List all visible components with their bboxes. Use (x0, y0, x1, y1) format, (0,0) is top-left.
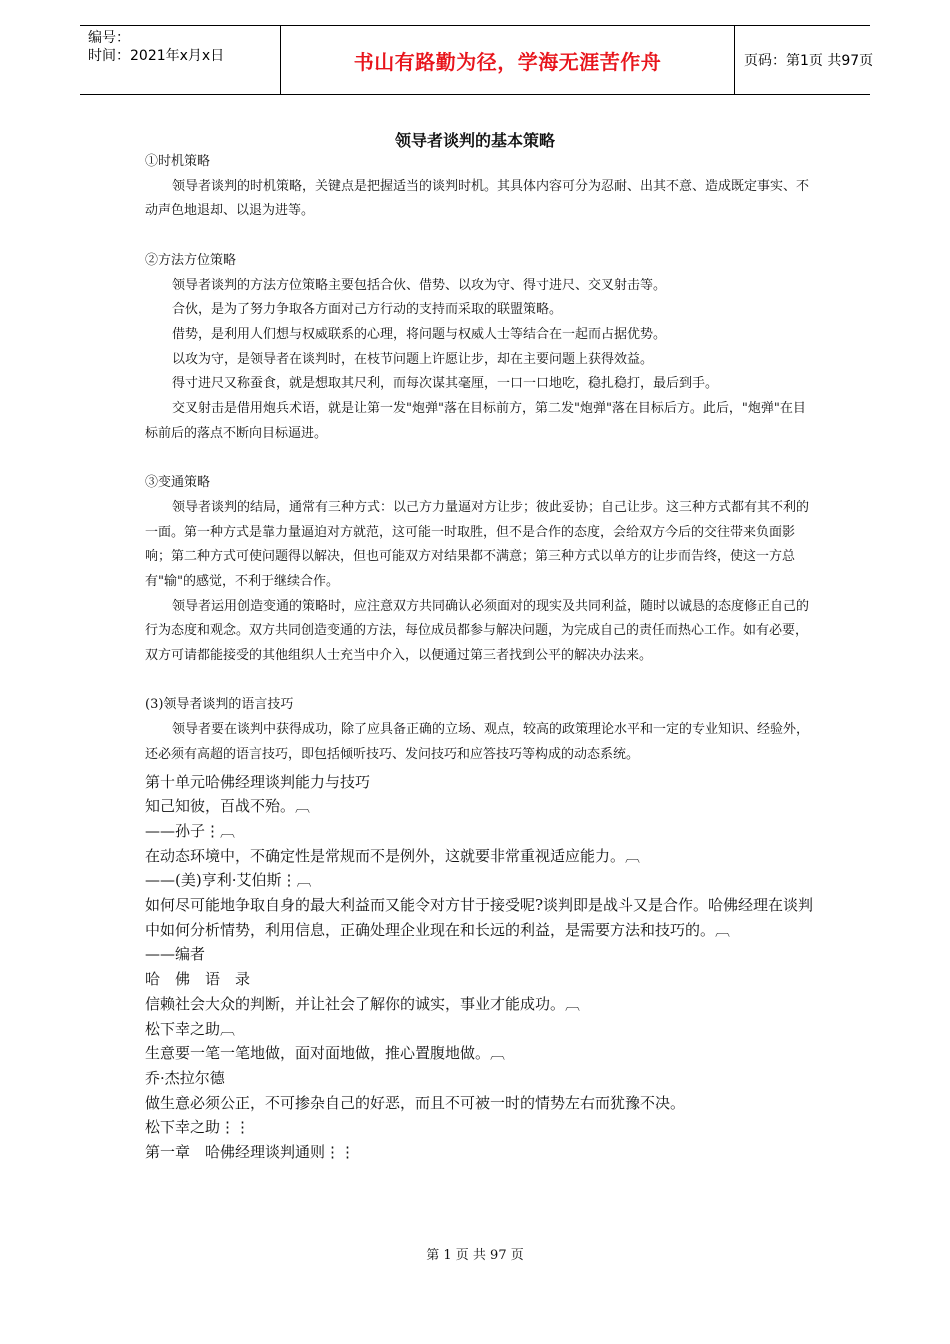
section-heading: ②方法方位策略 (145, 252, 237, 268)
quote-attribution: ——编者 (145, 945, 206, 964)
paragraph: 领导者要在谈判中获得成功，除了应具备正确的立场、观点，较高的政策理论水平和一定的专业知识、经验外，还必须有高超的语言技巧，即包括倾听技巧、发问技巧和应答技巧等构成的动态系统。 (145, 722, 810, 762)
paragraph-gap (145, 669, 815, 694)
section-heading: ③变通策略 (145, 475, 211, 491)
header-motto: 书山有路勤为径，学海无涯苦作舟 (353, 49, 662, 74)
paragraph: 领导者谈判的方法方位策略主要包括合伙、借势、以攻为守、得寸进尺、交叉射击等。 (172, 277, 667, 293)
paragraph: 领导者谈判的结局，通常有三种方式：以己方力量逼对方让步；彼此妥协；自己让步。这三种方式都有其不利的一面。第一种方式是靠力量逼迫对方就范，这可能一时取胜，但不是合作的态度，会给双方今后的交往带来负面影响；第二种方式可使问题得以解决，但也可能双方对结果都不满意；第三种方式以单方的让步而告终，使这一方总有"输"的感觉，不利于继续合作。 (145, 499, 810, 589)
paragraph: 领导者谈判的时机策略，关键点是把握适当的谈判时机。其具体内容可分为忍耐、出其不意、造成既定事实、不动声色地退却、以退为进等。 (145, 178, 810, 219)
section-heading: ①时机策略 (145, 154, 211, 169)
header-time-label: 时间：2021年x月x日 (88, 48, 225, 64)
quote-line: 知己知彼，百战不殆。︹ (145, 797, 311, 816)
quotes-heading: 哈 佛 语 录 (145, 970, 251, 989)
quote-attribution: 乔·杰拉尔德 (145, 1068, 225, 1087)
header-number-label: 编号： (88, 30, 130, 46)
quote-line: 信赖社会大众的判断，并让社会了解你的诚实，事业才能成功。︹ (145, 994, 581, 1013)
unit-heading: 第十单元哈佛经理谈判能力与技巧 (145, 772, 371, 791)
paragraph-gap (145, 224, 815, 249)
section-heading: (3)领导者谈判的语言技巧 (145, 697, 294, 713)
quote-attribution: 松下幸之助⋮⋮ (145, 1118, 251, 1137)
document-title: 领导者谈判的基本策略 (394, 131, 555, 150)
quote-attribution: 松下幸之助︹ (145, 1019, 236, 1038)
header-meta (80, 26, 280, 94)
paragraph: 借势，是利用人们想与权威联系的心理，将问题与权威人士等结合在一起而占据优势。 (172, 326, 667, 342)
header-motto-cell (280, 26, 735, 94)
paragraph-gap (145, 446, 815, 471)
paragraph: 合伙，是为了努力争取各方面对己方行动的支持而采取的联盟策略。 (172, 302, 563, 318)
quote-attribution: ——(美)亨利·艾伯斯⋮︹ (145, 871, 312, 890)
paragraph: 交叉射击是借用炮兵术语，就是让第一发"炮弹"落在目标前方，第二发"炮弹"落在目标后方。此后，"炮弹"在目标前后的落点不断向目标逼进。 (145, 401, 806, 441)
quote-line: 做生意必须公正，不可掺杂自己的好恶，而且不可被一时的情势左右而犹豫不决。 (145, 1093, 686, 1112)
paragraph: 领导者运用创造变通的策略时，应注意双方共同确认必须面对的现实及共同利益，随时以诚恳的态度修正自己的行为态度和观念。双方共同创造变通的方法，每位成员都参与解决问题，为完成自己的责任而热心工作。如有必要，双方可请都能接受的其他组织人士充当中介入，以便通过第三者找到公平的解决办法来。 (145, 598, 810, 664)
header-page-cell (734, 26, 874, 94)
header-page-label: 页码：第1页 共97页 (744, 53, 874, 69)
page-footer: 第 1 页 共 97 页 (426, 1248, 524, 1263)
intro-paragraph: 如何尽可能地争取自身的最大利益而又能令对方甘于接受呢?谈判即是战斗又是合作。哈佛经理在谈判中如何分析情势，利用信息，正确处理企业现在和长远的利益，是需要方法和技巧的。︹ (145, 896, 814, 939)
paragraph: 以攻为守，是领导者在谈判时，在枝节问题上许愿让步，却在主要问题上获得效益。 (172, 351, 654, 367)
paragraph: 得寸进尺又称蚕食，就是想取其尺利，而每次谋其毫厘，一口一口地吃，稳扎稳打，最后到手。 (172, 376, 719, 392)
document-body (145, 150, 815, 1165)
chapter-heading: 第一章 哈佛经理谈判通则⋮⋮ (145, 1143, 356, 1162)
quote-line: 生意要一笔一笔地做，面对面地做，推心置腹地做。︹ (145, 1044, 506, 1063)
quote-attribution: ——孙子⋮︹ (145, 821, 236, 840)
quote-line: 在动态环境中，不确定性是常规而不是例外，这就要非常重视适应能力。︹ (145, 846, 641, 865)
page-header (80, 25, 874, 95)
